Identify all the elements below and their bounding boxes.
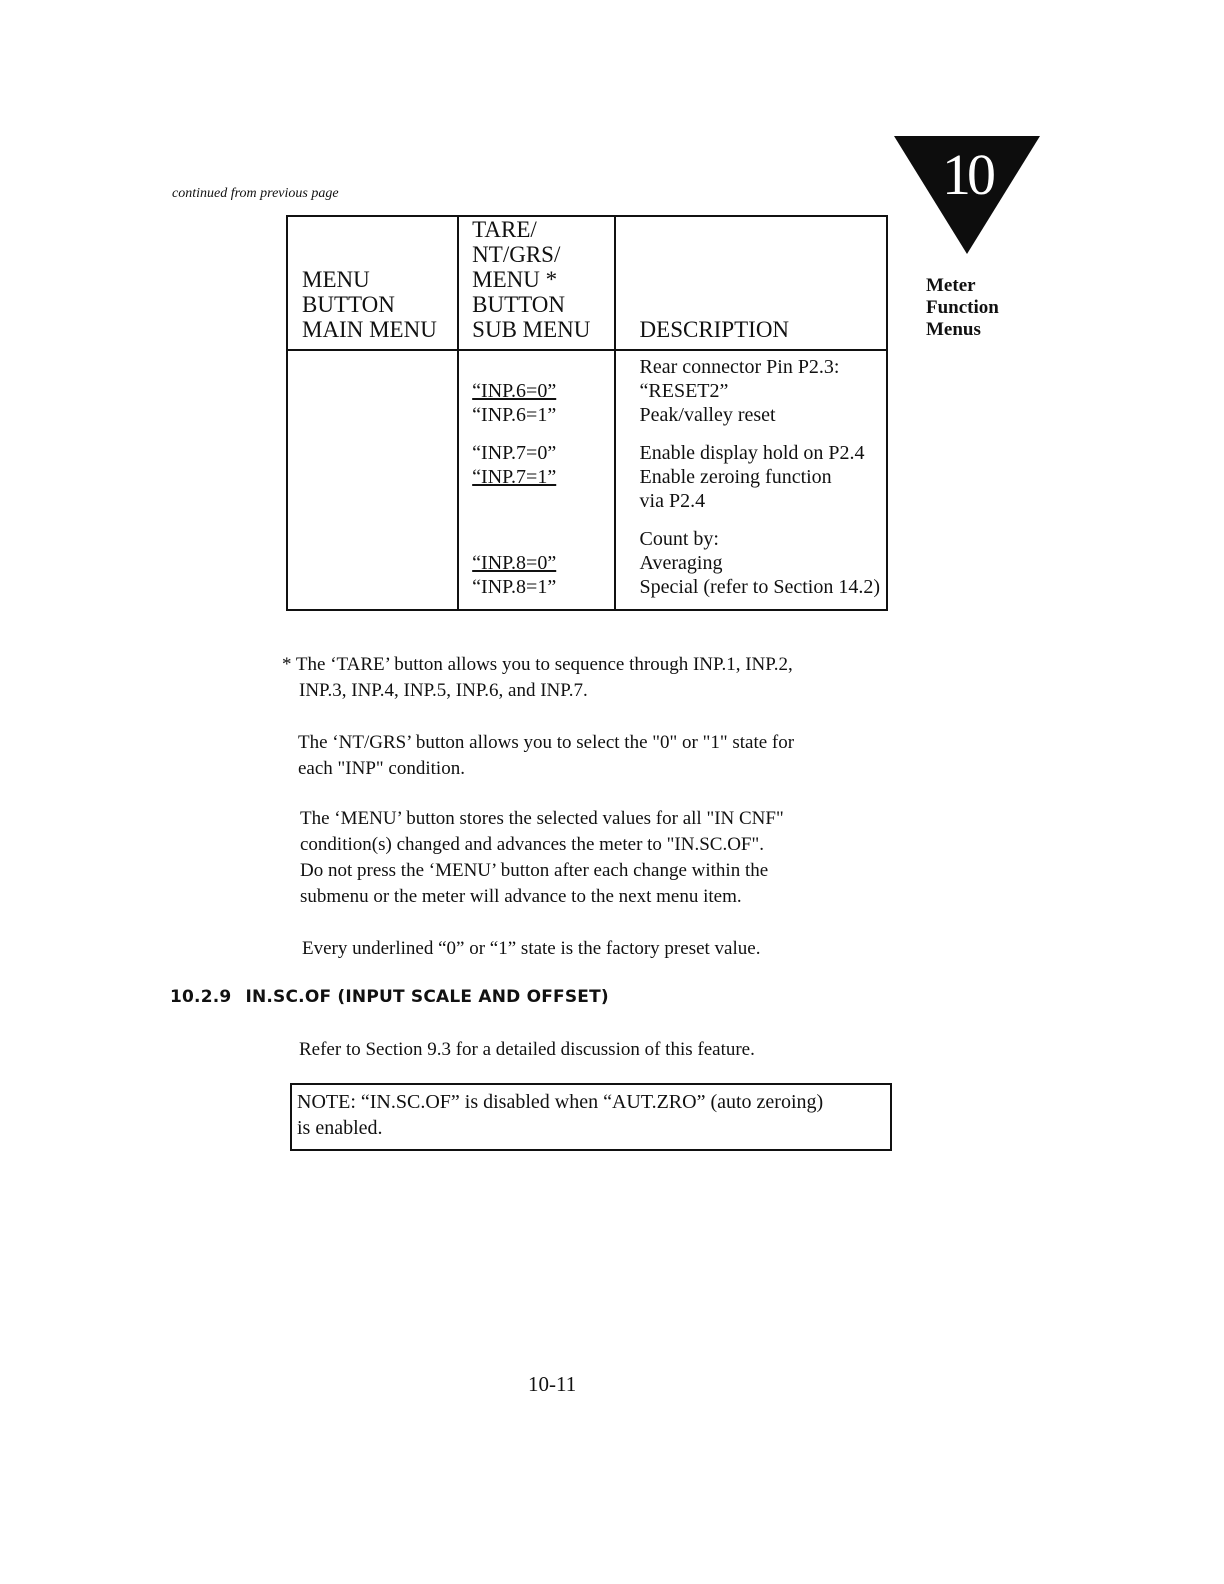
- sub-menu-line: “INP.7=0”: [472, 442, 557, 464]
- description-cell: [615, 350, 887, 610]
- sub-menu-line: [472, 527, 613, 551]
- sub-menu-line: [472, 355, 613, 379]
- paragraph-nt-grs: [298, 730, 898, 782]
- paragraph-line: each "INP" condition.: [298, 758, 465, 779]
- header-sub-menu: [458, 216, 614, 350]
- chapter-label-line: Meter: [926, 275, 976, 296]
- sub-menu-line: “INP.8=0”: [472, 552, 557, 574]
- header-main-menu: [287, 216, 458, 350]
- note-box: [290, 1083, 892, 1151]
- sub-menu-line: [472, 489, 613, 513]
- table-footnote: [282, 652, 902, 704]
- description-line: Enable display hold on P2.4: [639, 442, 865, 464]
- header-line: NT/GRS/: [472, 242, 561, 267]
- main-menu-cell: [287, 350, 458, 610]
- sub-menu-line: “INP.7=1”: [472, 466, 557, 488]
- paragraph-line: submenu or the meter will advance to the next menu item.: [300, 886, 742, 907]
- paragraph-menu-button: [300, 806, 900, 910]
- sub-menu-cell: [458, 350, 614, 610]
- footnote-line: INP.3, INP.4, INP.5, INP.6, and INP.7.: [299, 680, 588, 701]
- group-gap: [472, 513, 613, 527]
- description-line: Peak/valley reset: [639, 404, 776, 426]
- menu-table: [286, 215, 888, 611]
- section-number: 10.2.9: [170, 987, 232, 1007]
- description-line: Enable zeroing function: [639, 466, 832, 488]
- header-description: [615, 216, 887, 350]
- paragraph-line: Do not press the ‘MENU’ button after each change within the: [300, 860, 769, 881]
- paragraph-line: The ‘NT/GRS’ button allows you to select the "0" or "1" state for: [298, 732, 795, 753]
- sub-menu-line: “INP.8=1”: [472, 576, 557, 598]
- group-gap: [472, 427, 613, 441]
- header-line: TARE/: [472, 217, 537, 242]
- group-gap: [640, 427, 880, 441]
- description-line: “RESET2”: [639, 380, 729, 402]
- section-intro: Refer to Section 9.3 for a detailed discussion of this feature.: [299, 1039, 755, 1060]
- chapter-label-line: Function: [926, 297, 999, 318]
- note-line: is enabled.: [297, 1117, 383, 1139]
- paragraph-line: The ‘MENU’ button stores the selected values for all "IN CNF": [300, 808, 784, 829]
- header-line: MAIN MENU: [302, 317, 437, 342]
- chapter-label: [926, 275, 999, 341]
- section-title: IN.SC.OF (INPUT SCALE AND OFFSET): [245, 987, 609, 1007]
- header-line: MENU *: [472, 267, 558, 292]
- sub-menu-line: “INP.6=0”: [472, 380, 557, 402]
- table-row: [287, 350, 887, 610]
- paragraph-line: condition(s) changed and advances the meter to "IN.SC.OF".: [300, 834, 765, 855]
- page-number: 10-11: [528, 1372, 577, 1396]
- description-line: Special (refer to Section 14.2): [639, 576, 880, 598]
- paragraph-line: Every underlined “0” or “1” state is the factory preset value.: [302, 938, 761, 959]
- description-line: Rear connector Pin P2.3:: [639, 356, 840, 378]
- continued-note: continued from previous page: [172, 186, 339, 201]
- paragraph-factory-preset: [302, 936, 902, 962]
- group-gap: [640, 513, 880, 527]
- chapter-tab: [894, 134, 1040, 256]
- chapter-number: 10: [942, 142, 992, 207]
- section-heading: [170, 987, 609, 1007]
- note-line: NOTE: “IN.SC.OF” is disabled when “AUT.ZRO” (auto zeroing): [297, 1091, 824, 1113]
- chapter-label-line: Menus: [926, 319, 981, 340]
- header-line: DESCRIPTION: [639, 317, 790, 342]
- description-line: via P2.4: [639, 490, 706, 512]
- header-line: BUTTON: [472, 292, 566, 317]
- description-line: Count by:: [639, 528, 719, 550]
- description-line: Averaging: [639, 552, 723, 574]
- footnote-line: * The ‘TARE’ button allows you to sequence through INP.1, INP.2,: [282, 654, 793, 675]
- sub-menu-line: “INP.6=1”: [472, 404, 557, 426]
- header-line: SUB MENU: [472, 317, 591, 342]
- header-line: BUTTON: [302, 292, 395, 317]
- header-line: MENU: [302, 267, 370, 292]
- table-header-row: [287, 216, 887, 350]
